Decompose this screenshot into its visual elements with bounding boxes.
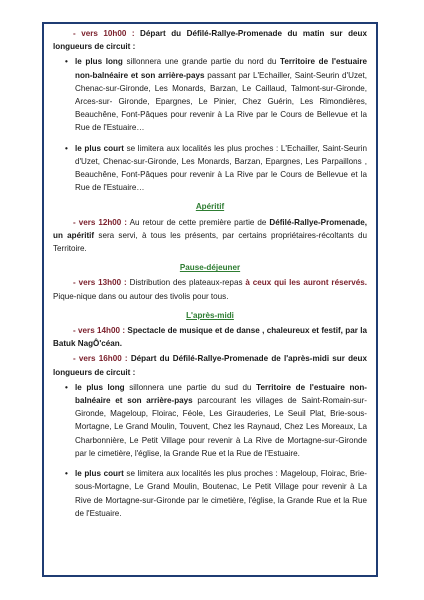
afternoon-departure: - vers 16h00 : Départ du Défilé-Rallye-Promenade de l'après-midi sur deux longueurs de circuit : bbox=[53, 354, 367, 377]
short-label: le plus court bbox=[75, 143, 124, 153]
program-frame bbox=[42, 22, 378, 577]
afternoon-short-circuit: • le plus court se limitera aux localités les plus proches : Mageloup, Floirac, Brie-sous-Mortagne, Le Grand Moulin, Boutenac, Le Petit Village pour revenir à La Rive de Mortagne-sur-Gironde par le cimetière, l'église, la Grande Rue et la Rue de l'Estuaire. bbox=[65, 469, 367, 518]
morning-long-circuit: • le plus long sillonnera une grande partie du nord du Territoire de l'estuaire non-balnéaire et son arrière-pays passant par L'Echailler, Saint-Seurin d'Uzet, Chenac-sur-Gironde, Les Monards, Barzan, Le Caillaud, Talmont-sur-Gironde, Arces-sur- Gironde, Epargnes, Le Pinier, Chez Guérin, Les Rimondières, Beauchêne, Font-Pâques pour revenir à La Rive par le Cours de Bellevue et la Rue de l'Estuaire… bbox=[65, 57, 367, 133]
aperitif-paragraph: - vers 12h00 : Au retour de cette première partie de Défilé-Rallye-Promenade, un apéritif sera servi, à tous les présents, par certains propriétaires-récoltants du Territoire. bbox=[53, 217, 368, 254]
long-label: le plus long bbox=[75, 57, 123, 67]
section-title-aperitif: Apéritif bbox=[195, 202, 225, 212]
morning-heading: Départ du Défilé-Rallye-Promenade du matin sur deux longueurs de circuit : bbox=[53, 29, 367, 52]
morning-departure bbox=[53, 27, 367, 53]
afternoon-show: - vers 14h00 : Spectacle de musique et de danse , chaleureux et festif, par la Batuk NagÔ'céan. bbox=[53, 326, 367, 349]
section-title-lunch: Pause-déjeuner bbox=[179, 263, 241, 273]
morning-short-circuit: • le plus court se limitera aux localités les plus proches : L'Echailler, Saint-Seurin d'Uzet, Chenac-sur-Gironde, Les Monards, Barzan, Epargnes, Les Parpaillons , Beauchêne, Font-Pâques pour revenir à La Rive par le Cours de Bellevue et la Rue de l'Estuaire… bbox=[65, 143, 367, 193]
bullet-icon: • bbox=[65, 143, 68, 153]
short-label: le plus court bbox=[75, 469, 124, 479]
lunch-paragraph: - vers 13h00 : Distribution des plateaux-repas à ceux qui les auront réservés. Pique-nique dans ou autour des tivolis pour tous. bbox=[53, 278, 367, 301]
afternoon-long-circuit: • le plus long sillonnera une partie du sud du Territoire de l'estuaire non-balnéaire et son arrière-pays parcourant les villages de Saint-Romain-sur-Gironde, Mageloup, Floirac, Féole, Les Girauderies, Le Seuil Plat, Brie-sous-Mortagne, Le Grand Moulin, Touvent, Chez les Raynaud, Chez Les Moreaux, La Charbonnière, Le Petit Village pour revenir à La Rive de Mortagne-sur-Gironde par le cimetière, l'église, la Grande Rue et la Rue de l'Estuaire. bbox=[65, 382, 367, 458]
bullet-icon: • bbox=[65, 57, 68, 67]
bullet-icon: • bbox=[65, 469, 68, 479]
bullet-icon: • bbox=[65, 382, 68, 392]
morning-time: - vers 10h00 : bbox=[73, 29, 135, 38]
section-title-afternoon: L'après-midi bbox=[186, 310, 234, 320]
long-label: le plus long bbox=[75, 382, 125, 392]
